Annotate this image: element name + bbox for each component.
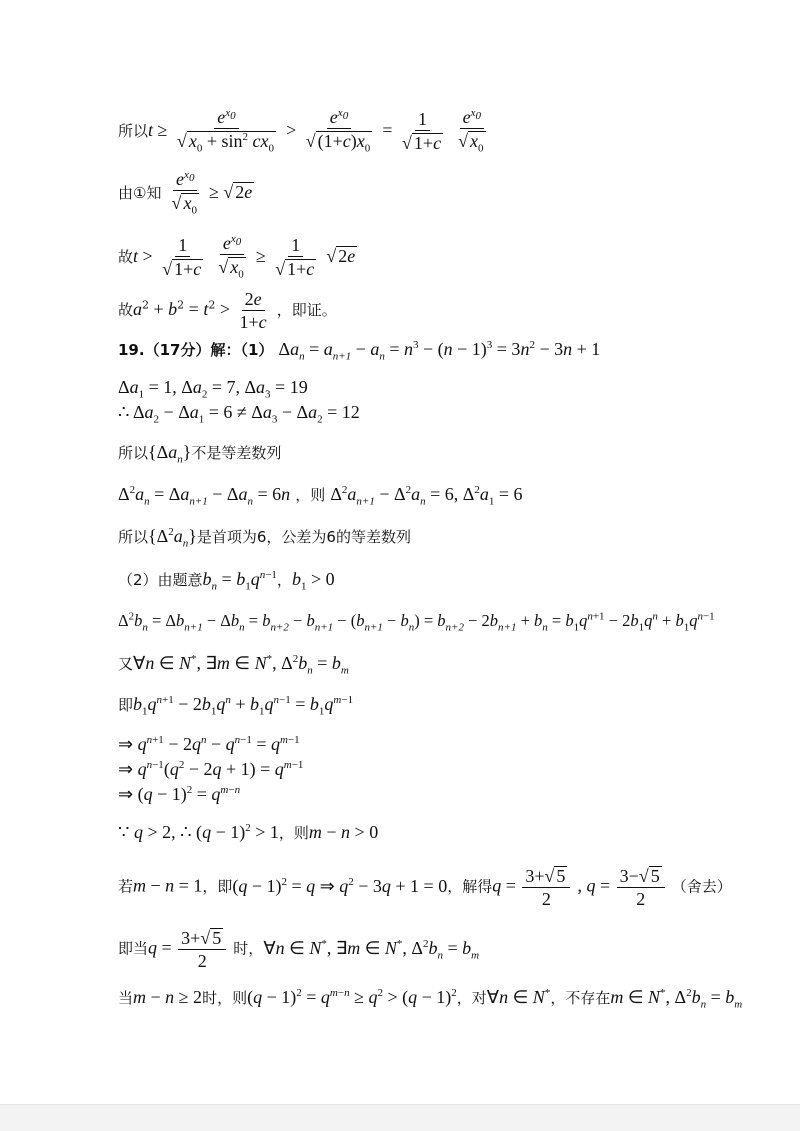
- math-line: ∴ $\Delta a_2 - \Delta a_1 = 6 \ne \Delta a_3 - \Delta a_2 = 12$: [118, 402, 360, 426]
- page-bottom-strip: [0, 1104, 800, 1131]
- math-line: （2）由题意$b_n = b_1q^{n-1}$，$b_1 > 0$: [118, 569, 335, 593]
- math-line: 又∀n ∈ N*, ∃m ∈ N*, $\Delta^2b_n = b_m$: [118, 653, 349, 677]
- math-line: 若m − n = 1，即$(q - 1)^2 = q$ ⇒ $q^2 - 3q + 1 = 0$，解得q = $\frac{3+√ 5}{2}$ , q = $\frac{3-√ 5}{2}$ （舍去）: [118, 866, 732, 909]
- math-line: ⇒ $(q - 1)^2 = q^{m-n}$: [118, 784, 241, 804]
- problem-19-header: 19.（17分）解：（1） $\Delta a_n = a_{n+1} - a_n = n^3 - (n - 1)^3 = 3n^2 - 3n + 1$: [118, 339, 601, 363]
- math-line: 所以$\{\Delta a_n\}$不是等差数列: [118, 442, 282, 466]
- math-line: 故t > $\frac{1}{√ 1+c}$ $\frac{e^{x_0}}{√ x_0}$ ≥ $\frac{1}{√ 1+c}$ √ 2e: [118, 233, 356, 281]
- math-line: ⇒ $q^{n-1}(q^2 - 2q + 1) = q^{m-1}$: [118, 759, 304, 779]
- math-line: 当m − n ≥ 2时，则$(q - 1)^2 = q^{m-n} \ge q^2 > (q - 1)^2$，对∀n ∈ N*，不存在m ∈ N*, $\Delta^2b_n = b_m$: [118, 987, 743, 1011]
- math-line: $\Delta^2b_n = \Delta b_{n+1} - \Delta b_n = b_{n+2} - b_{n+1} - (b_{n+1} - b_n) = b_{n+2} - 2b_{n+1} + b_n = b_1q^{n+1} - 2b_1q^n + b_1q^{n-1}$: [118, 610, 715, 633]
- math-line: 故$a^2 + b^2 = t^2$ > $\frac{2e}{1+c}$ ，即证。: [118, 289, 337, 332]
- math-line: 即当q = $\frac{3+√ 5}{2}$ 时，∀n ∈ N*, ∃m ∈ N*, $\Delta^2b_n = b_m$: [118, 928, 480, 971]
- math-line: $\Delta a_1 = 1$, $\Delta a_2 = 7$, $\Delta a_3 = 19$: [118, 377, 308, 401]
- math-line: $\Delta^2a_n = \Delta a_{n+1} - \Delta a_n = 6n$ ，则 $\Delta^2a_{n+1} - \Delta^2a_n = 6$, $\Delta^2a_1 = 6$: [118, 484, 523, 508]
- math-line: ∵ q > 2, ∴ $(q - 1)^2 > 1$，则m − n > 0: [118, 822, 379, 842]
- math-line: 由①知 $\frac{e^{x_0}}{√ x_0}$ ≥ √ 2e: [118, 169, 253, 217]
- math-line: 所以t ≥ $\frac{e^{x_0}}{√ x_0 + \sin^2 cx_0}$ > $\frac{e^{x_0}}{√ (1+c)x_0}$ = $\frac{1}{√ 1+c}$ $\frac{e^{x_0}}{√ x_0}$: [118, 107, 484, 155]
- math-line: 即$b_1q^{n+1} - 2b_1q^n + b_1q^{n-1} = b_1q^{m-1}$: [118, 694, 354, 718]
- math-line: ⇒ $q^{n+1} - 2q^n - q^{n-1} = q^{m-1}$: [118, 734, 300, 754]
- math-line: 所以$\{\Delta^2a_n\}$是首项为6，公差为6的等差数列: [118, 526, 411, 550]
